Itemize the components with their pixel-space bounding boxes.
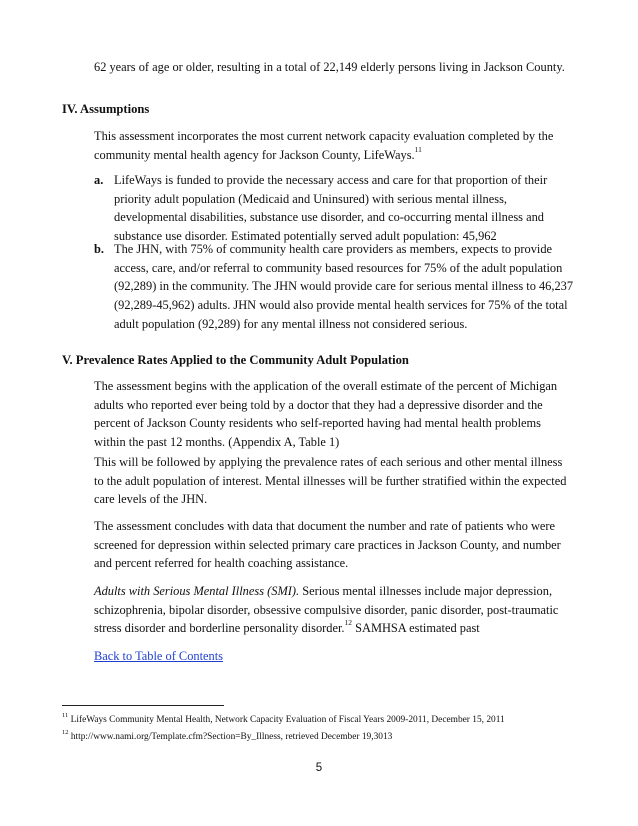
- footnote-number: 11: [62, 711, 69, 719]
- page-number: 5: [315, 762, 323, 774]
- footnote-11: [62, 711, 505, 726]
- list-item-text: The JHN, with 75% of community health care providers as members, expects to provide access, care, and/or referral to community based resources for 75% of the adult population (92,289) in the community. The JHN would provide care for serious mental illness to 46,237 (92,289-45,962) adults. JHN would also provide mental health services for 75% of the total adult population (92,289) for any mental illness not considered serious.: [114, 242, 574, 331]
- footnote-ref: 12: [344, 618, 353, 628]
- assumptions-intro-text: This assessment incorporates the most current network capacity evaluation completed by the community mental health agency for Jackson County, LifeWays.: [94, 129, 554, 162]
- list-marker: b.: [94, 242, 104, 256]
- section-heading-prevalence: V. Prevalence Rates Applied to the Community Adult Population: [62, 353, 409, 367]
- smi-paragraph: [94, 582, 574, 638]
- list-item-text: LifeWays is funded to provide the necessary access and care for that proportion of their priority adult population (Medicaid and Uninsured) with serious mental illness, developmental disabilities, substance use disorder, and co-occurring mental illness and substance use disorder. Estimated potentially served adult population: 45,962: [114, 173, 548, 244]
- footnote-12: [62, 728, 393, 743]
- prevalence-paragraph-2: This will be followed by applying the prevalence rates of each serious and other mental illness to the adult population of interest. Mental illnesses will be further stratified within the expected care levels of the JHN.: [94, 455, 567, 507]
- smi-tail: SAMHSA estimated past: [352, 621, 480, 636]
- back-link-line: [94, 647, 574, 666]
- prevalence-paragraph-3: The assessment concludes with data that document the number and rate of patients who were screened for depression within selected primary care practices in Jackson County, and number and percent referred for health coaching assistance.: [94, 519, 561, 571]
- footnote-text: http://www.nami.org/Template.cfm?Section=By_Illness, retrieved December 19,3013: [68, 732, 393, 742]
- prevalence-paragraph-1: The assessment begins with the application of the overall estimate of the percent of Michigan adults who reported ever being told by a doctor that they had a depressive disorder and the percent of Jackson County residents who self-reported having had mental health problems within the past 12 months. (Appendix A, Table 1): [94, 379, 558, 450]
- smi-text: Serious mental illnesses include major depression, schizophrenia, bipolar disorder, obsessive compulsive disorder, panic disorder, post-traumatic stress disorder and borderline personality disorder.: [94, 584, 559, 636]
- assumptions-intro: [94, 127, 574, 164]
- list-marker: a.: [94, 173, 104, 187]
- footnote-text: LifeWays Community Mental Health, Network Capacity Evaluation of Fiscal Years 2009-2011, December 15, 2011: [68, 715, 505, 725]
- smi-title: Adults with Serious Mental Illness (SMI).: [94, 584, 300, 598]
- section-heading-assumptions: IV. Assumptions: [62, 102, 150, 116]
- back-to-toc-link[interactable]: Back to Table of Contents: [94, 649, 223, 663]
- footnote-divider: [62, 705, 224, 706]
- footnote-number: 12: [62, 728, 69, 736]
- continuation-paragraph: 62 years of age or older, resulting in a total of 22,149 elderly persons living in Jackson County.: [94, 60, 565, 74]
- footnote-ref: 11: [414, 144, 422, 154]
